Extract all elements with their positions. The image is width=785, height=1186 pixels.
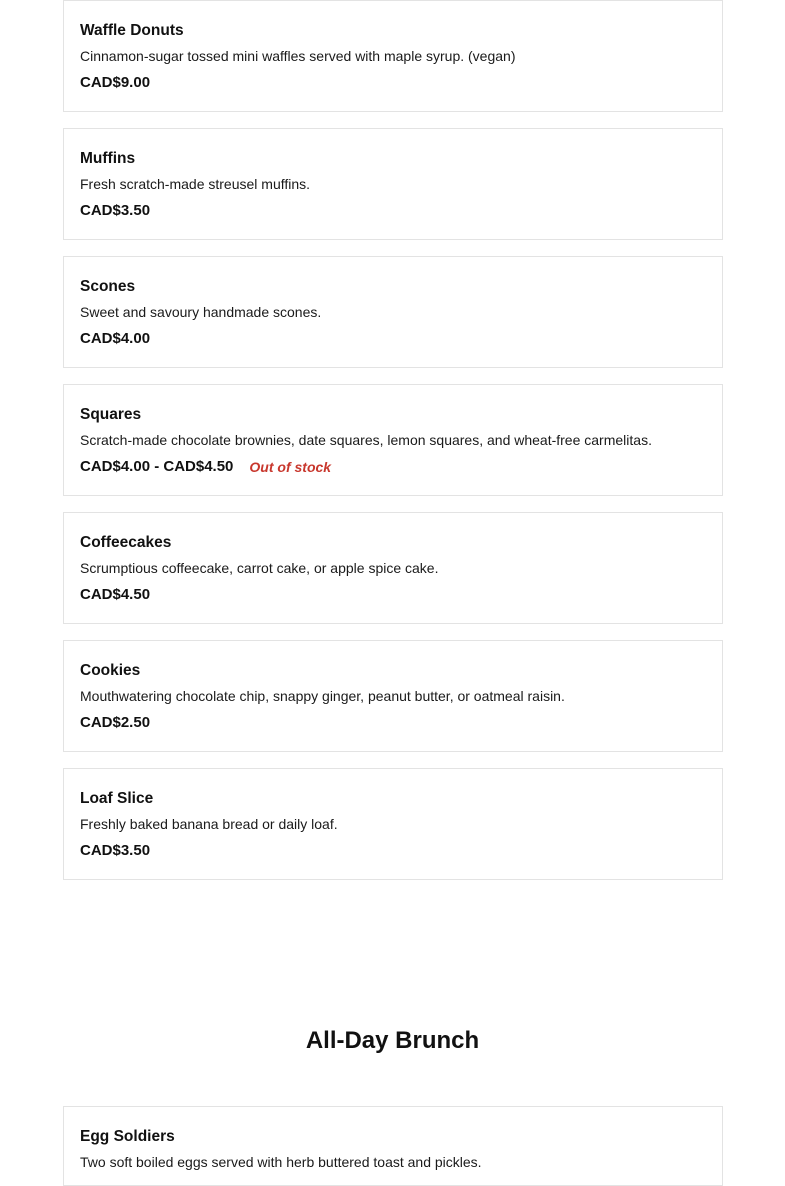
price-row (80, 713, 706, 733)
item-description: Two soft boiled eggs served with herb buttered toast and pickles. (80, 1154, 482, 1170)
item-description: Cinnamon-sugar tossed mini waffles served with maple syrup. (vegan) (80, 48, 516, 64)
menu-item-card[interactable] (63, 640, 723, 752)
menu-item-card[interactable] (63, 1106, 723, 1186)
item-price: CAD$4.50 (80, 586, 151, 603)
item-name: Loaf Slice (80, 790, 154, 807)
item-name: Egg Soldiers (80, 1128, 175, 1145)
item-description: Freshly baked banana bread or daily loaf. (80, 816, 338, 832)
item-price: CAD$4.00 (80, 330, 151, 347)
menu-item-card[interactable] (63, 512, 723, 624)
item-description: Scratch-made chocolate brownies, date squares, lemon squares, and wheat-free carmelitas. (80, 432, 652, 448)
item-description: Sweet and savoury handmade scones. (80, 304, 322, 320)
item-price: CAD$3.50 (80, 842, 151, 859)
item-name: Muffins (80, 150, 136, 167)
price-row (80, 329, 706, 349)
menu-item-card[interactable] (63, 768, 723, 880)
item-name: Scones (80, 278, 136, 295)
item-price: CAD$9.00 (80, 74, 151, 91)
item-description: Mouthwatering chocolate chip, snappy ginger, peanut butter, or oatmeal raisin. (80, 688, 565, 704)
item-price: CAD$4.00 - CAD$4.50 (80, 458, 234, 475)
item-name: Cookies (80, 662, 141, 679)
price-row (80, 457, 706, 477)
item-price: CAD$3.50 (80, 202, 151, 219)
menu-item-card[interactable] (63, 256, 723, 368)
bakery-item-list (63, 0, 723, 896)
price-row (80, 585, 706, 605)
item-name: Waffle Donuts (80, 22, 184, 39)
item-price: CAD$2.50 (80, 714, 151, 731)
price-row (80, 201, 706, 221)
menu-item-card[interactable] (63, 128, 723, 240)
price-row (80, 73, 706, 93)
out-of-stock-badge: Out of stock (249, 459, 332, 475)
item-name: Coffeecakes (80, 534, 172, 551)
item-description: Fresh scratch-made streusel muffins. (80, 176, 311, 192)
section-title-all-day-brunch: All-Day Brunch (305, 1027, 480, 1054)
menu-item-card[interactable] (63, 0, 723, 112)
item-name: Squares (80, 406, 142, 423)
item-description: Scrumptious coffeecake, carrot cake, or apple spice cake. (80, 560, 439, 576)
menu-item-card[interactable] (63, 384, 723, 496)
price-row (80, 841, 706, 861)
